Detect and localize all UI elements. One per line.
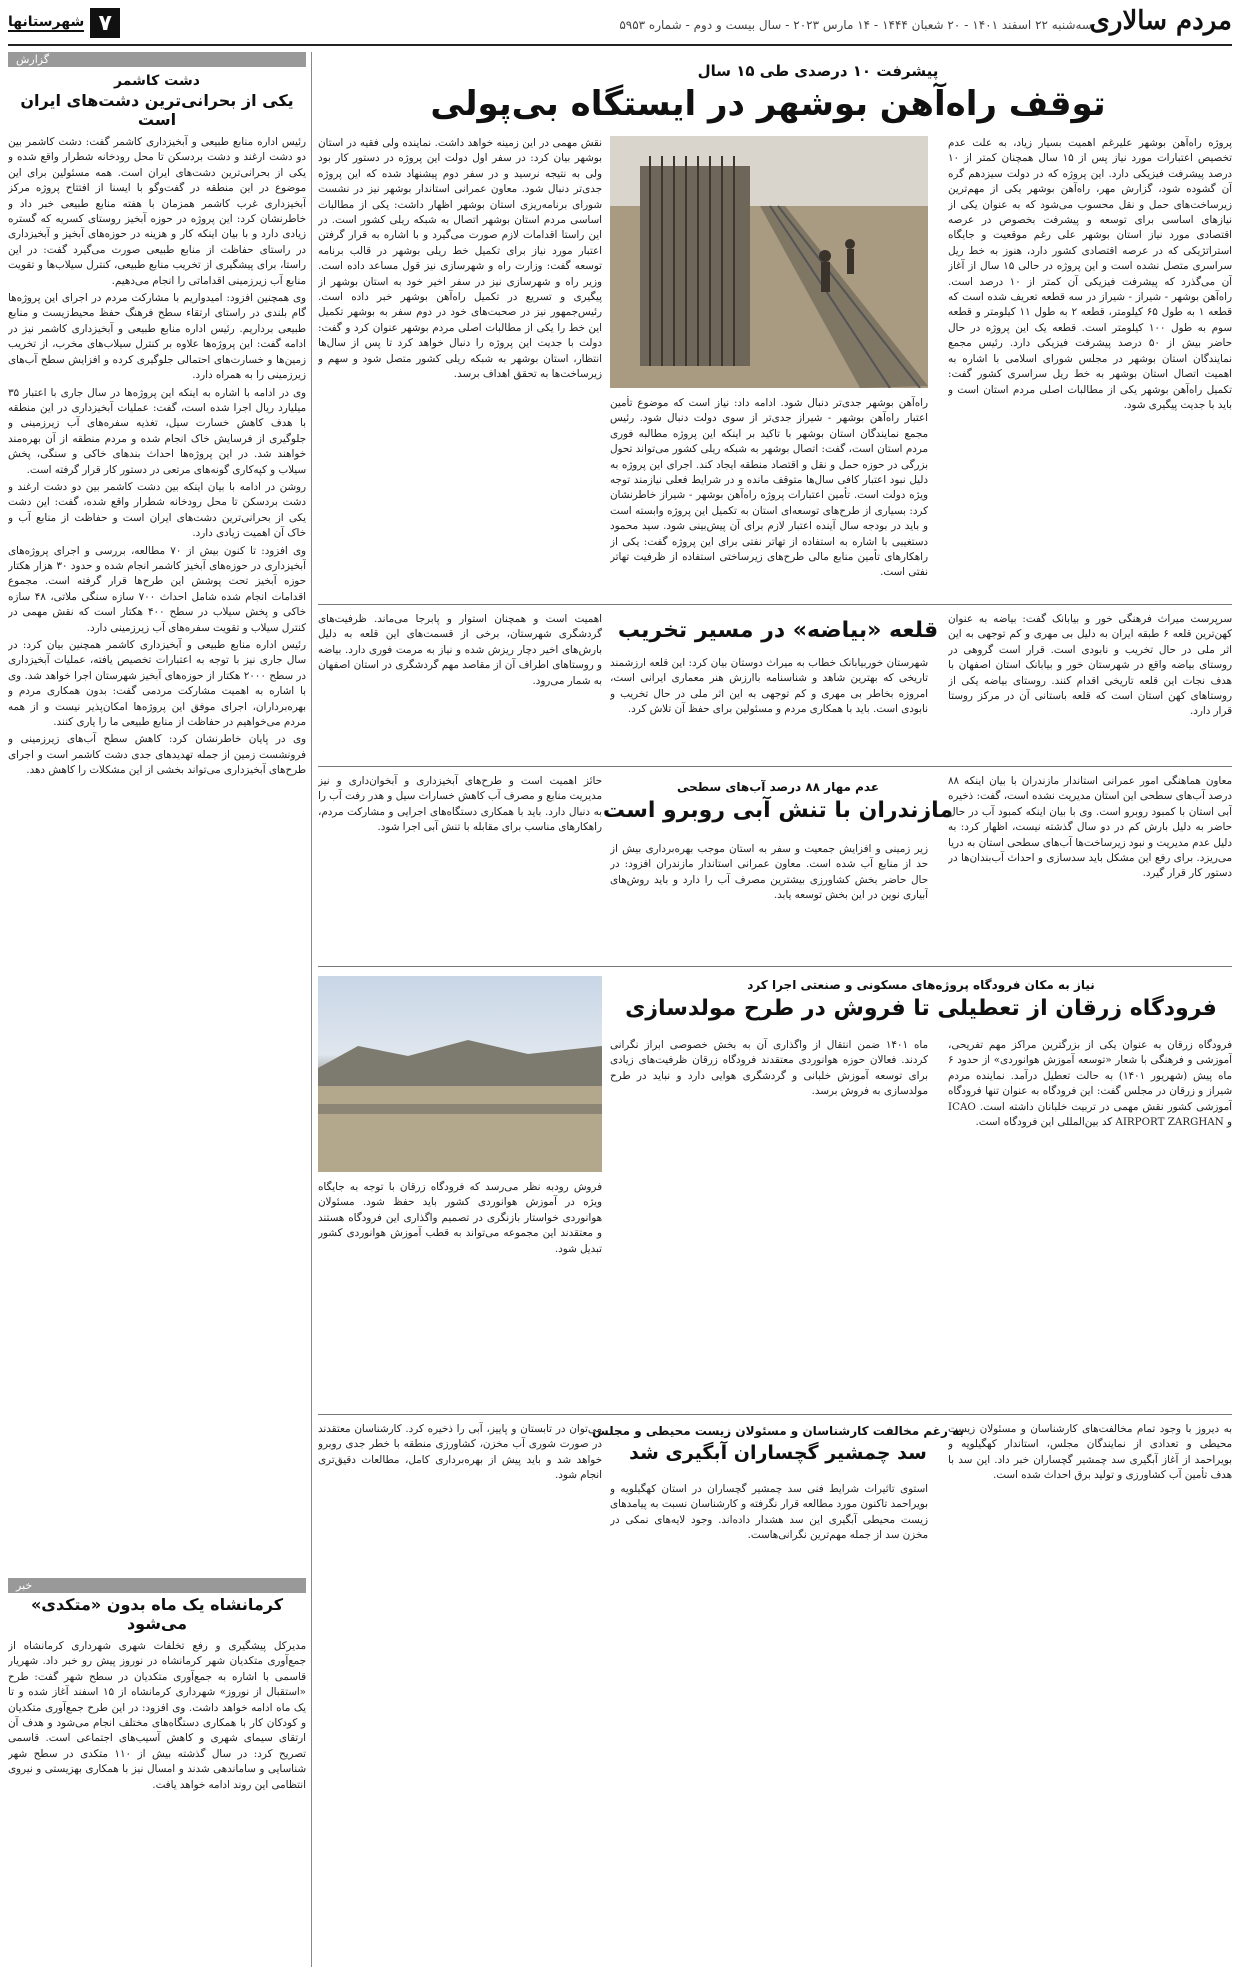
zarghan-story-column-mid: ماه ۱۴۰۱ ضمن انتقال از واگذاری آن به بخش خصوصی ابراز نگرانی کردند. فعالان حوزه هوانوردی معتقدند فرودگاه زرقان ظرفیت‌های زیادی برای توسعه آموزش خلبانی و گردشگری هوایی دارد و نباید در طرح مولدسازی به فروش برسد. xyxy=(610,1039,928,1098)
column-divider xyxy=(311,52,312,1967)
zarghan-story-column-right: فرودگاه زرقان به عنوان یکی از بزرگترین مراکز مهم تفریحی، آموزشی و فرهنگی با شعار «توسعه آموزش هوانوردی» از حدود ۶ ماه پیش (شهریور ۱۴۰۱) به حالت تعطیل درآمد. نماینده مردم شیراز و زرقان در مجلس گفت: این فرودگاه به عنوان تنها فرودگاه آموزشی کشور نقش مهمی در تربیت خلبانان داشته است. ICAO و AIRPORT ZARGHAN کد بین‌المللی این فرودگاه است. xyxy=(948,1039,1232,1129)
section-divider xyxy=(318,766,1232,767)
zarghan-story-column-left: فروش رودبه نظر می‌رسد که فرودگاه زرقان با توجه به جایگاه ویژه در آموزش هوانوردی کشور باید حفظ شود. مسئولان هوانوردی خواستار بازنگری در تصمیم واگذاری این فرودگاه هستند و معتقدند این مجموعه می‌تواند به قطب آموزش هوانوردی کشور تبدیل شود. xyxy=(318,1181,602,1255)
railway-photo xyxy=(610,136,928,388)
water-story-column-right: معاون هماهنگی امور عمرانی استاندار مازندران با بیان اینکه ۸۸ درصد آب‌های سطحی این استان مدیریت نشده است، گفت: ذخیره آبی استان با کمبود روبرو است. وی با بیان اینکه کمبود آب در حال حاضر به دلیل بارش کم در دو سال گذشته نیست، اظهار کرد: به دلیل عدم مدیریت و نبود زیرساخت‌ها آب‌های سطحی استان به دریا می‌ریزد. برای رفع این مشکل باید سدسازی و احداث آب‌بندان‌ها در دستور کار قرار گیرد. xyxy=(948,775,1232,880)
story-label: گزارش xyxy=(8,52,306,67)
newspaper-logo: مردم سالاری xyxy=(1089,6,1232,36)
landscape-illustration xyxy=(318,976,602,1172)
top-story-column-mid: راه‌آهن بوشهر جدی‌تر دنبال شود. ادامه داد: نیاز است که موضوع تأمین اعتبار راه‌آهن بوشهر - شیراز جدی‌تر از سوی دولت دنبال شود. رئیس مجمع نمایندگان استان بوشهر با تاکید بر اینکه این پروژه مطالبه فوری مردم استان است، گفت: اتصال بوشهر به شبکه ریلی کشور می‌تواند تحول بزرگی در حوزه حمل و نقل و اقتصاد منطقه ایجاد کند. اجرای این پروژه به دلیل نبود اعتبار کافی سال‌ها متوقف مانده و در شرایط فعلی نیازمند توجه ویژه دولت است. تأمین اعتبارات پروژه راه‌آهن بوشهر - شیراز خاطرنشان کرد: بسیاری از طرح‌های توسعه‌ای استان به تکمیل این پروژه وابسته است و باید در بودجه سال آینده اعتبار لازم برای آن پیش‌بینی شود. سید محمود دستغیبی با اشاره به استفاده از تهاتر نفتی برای این پروژه گفت: یکی از راهکارهای تأمین منابع مالی طرح‌های زیرساختی استفاده از ظرفیت تهاتر نفتی است. xyxy=(610,397,928,579)
section-divider xyxy=(318,1414,1232,1415)
story-label: خبر xyxy=(8,1578,306,1593)
dam-story-title: سد چمشیر گچساران آبگیری شد xyxy=(629,1442,927,1464)
story-paragraph: وی در ادامه با اشاره به اینکه این پروژه‌ها در سال جاری با اعتبار ۳۵ میلیارد ریال اجرا شده است، گفت: عملیات آبخیزداری در این منطقه با هدف کاهش خسارت سیل، تغذیه سفره‌های آب زیرزمینی و جلوگیری از فرسایش خاک انجام شده و مردم منطقه از آن بهره‌مند خواهند شد. در این پروژه‌ها احداث بندهای خاکی و سنگی، پخش سیلاب و کپه‌کاری گونه‌های مرتعی در دستور کار قرار گرفته است. xyxy=(8,386,306,476)
section-name: شهرستانها xyxy=(8,14,85,30)
water-story-kicker: عدم مهار ۸۸ درصد آب‌های سطحی xyxy=(676,780,880,794)
main-area xyxy=(318,52,1232,1967)
top-story-column-right: پروژه راه‌آهن بوشهر علیرغم اهمیت بسیار زیاد، به علت عدم تخصیص اعتبارات مورد نیاز پس از ۱۵ سال همچنان کمتر از ۱۰ درصد پیشرفت فیزیکی دارد. این پروژه که در دولت سیزدهم گره آن گشوده شود، گزارش مهر، راه‌آهن بوشهر یکی از مهم‌ترین زیرساخت‌های حمل و نقل محسوب می‌شود که به عنوان یکی از نیازهای اساسی برای توسعه و پیشرفت بخصوص در عرصه اقتصادی مورد نیاز استان بوشهر علی رغم موقعیت و جایگاه استراتژیکی که در عرصه اقتصادی کشور دارد، هنوز به خط ریل سراسری متصل نشده است و این پروژه در حالی ۱۵ سال از آغاز آن می‌گذرد که پیشرفت فیزیکی آن کمتر از ۱۰ درصد است. راه‌آهن بوشهر - شیراز - شیراز در سه قطعه تعریف شده است که قطعه ۱ به طول ۶۵ کیلومتر، قطعه ۲ به طول ۱۱ کیلومتر و قطعه سوم به طول ۱۰۰ کیلومتر است. قطعه یک این پروژه در حال حاضر بیش از ۵۰ درصد پیشرفت فیزیکی دارد. رئیس مجمع نمایندگان استان بوشهر در مجلس شورای اسلامی با اشاره به اهمیت اتصال استان بوشهر به خط ریل سراسری کشور گفت: تکمیل راه‌آهن بوشهر یکی از مطالبات اصلی مردم استان است و باید با جدیت پیگیری شود. xyxy=(948,137,1232,411)
story-paragraph: رئیس اداره منابع طبیعی و آبخیزداری کاشمر گفت: دشت کاشمر بین دو دشت ارغند و دشت بردسکن تا محل رودخانه شطرار واقع شده و یکی از بحرانی‌ترین دشت‌های ایران است. همه مسئولین برای این موضوع در این منطقه در گفت‌وگو با ایسنا از افتتاح پروژه مرکز آبخیزداری غرب کاشمر همزمان با هفته منابع طبیعی خبر داد و خاطرنشان کرد: این پروژه در حوزه آبخیز روستای کسریه که گستره زیادی دارد و با بیان اینکه کار و هزینه در حوزه‌های آبخیز و آبخیزداری در راستای حفاظت از منابع طبیعی صورت می‌گیرد گفت: در این راستا، برای پیشگیری از تخریب منابع طبیعی، کنترل سیلاب‌ها و تقویت منابع آب زیرزمینی اقداماتی را انجام می‌دهیم. xyxy=(8,136,306,287)
story-paragraph: مدیرکل پیشگیری و رفع تخلفات شهری شهرداری کرمانشاه از جمع‌آوری متکدیان شهر کرمانشاه در نوروز پیش رو خبر داد. شهریار قاسمی با اشاره به جمع‌آوری متکدیان در سطح شهر گفت: طرح «استقبال از نوروز» شهرداری کرمانشاه از ۱۵ اسفند آغاز شده و تا یک ماه ادامه خواهد داشت. وی افزود: در این طرح جمع‌آوری متکدیان و کودکان کار با همکاری دستگاه‌های مختلف انجام می‌شود و هدف آن ارتقای سیمای شهری و کاهش آسیب‌های اجتماعی است. قاسمی تصریح کرد: در سال گذشته بیش از ۱۱۰ متکدی در سطح شهر شناسایی و ساماندهی شدند و امسال نیز با همکاری بهزیستی و نیروی انتظامی این روند ادامه خواهد یافت. xyxy=(8,1640,306,1791)
masthead xyxy=(8,6,1232,46)
zarghan-story-kicker: نیاز به مکان فرودگاه پروژه‌های مسکونی و صنعتی اجرا کرد xyxy=(747,978,1095,992)
fort-story-column-right: سرپرست میراث فرهنگی خور و بیابانک گفت: بیاضه به عنوان کهن‌ترین قلعه ۶ طبقه ایران به دلیل بی مهری و کم توجهی به این اثر ملی در حال تخریب و نابودی است. قرار است گروهی در روستای بیاضه واقع در شهرستان خور و بیابانک استان اصفهان با هدف نجات این قلعه تاریخی اقدام کنند. روستای بیاضه یکی از روستاهای کهن استان است که قلعه باستانی آن در مرکز روستا قرار دارد. xyxy=(948,613,1232,718)
dam-story-kicker: به رغم مخالفت کارشناسان و مسئولان زیست محیطی و مجلس xyxy=(592,1424,964,1438)
water-story-column-mid: زیر زمینی و افزایش جمعیت و سفر به استان موجب بهره‌برداری بیش از حد از منابع آب شده است. معاون عمرانی استاندار مازندران افزود: در حال حاضر بخش کشاورزی بیشترین مصرف آب را دارد و باید روش‌های آبیاری نوین در این بخش توسعه یابد. xyxy=(610,843,928,902)
fort-story-title: قلعه «بیاضه» در مسیر تخریب xyxy=(617,618,939,643)
dateline: سه‌شنبه ۲۲ اسفند ۱۴۰۱ - ۲۰ شعبان ۱۴۴۴ - ۱۴ مارس ۲۰۲۳ - سال بیست و دوم - شماره ۵۹۵۳ xyxy=(619,18,1092,32)
story-paragraph: روشن در ادامه با بیان اینکه بین دشت کاشمر بین دو دشت ارغند و دشت بردسکن تا محل رودخانه شطرار واقع شده، گفت: این دشت یکی از بحرانی‌ترین دشت‌های ایران است و حفاظت از منابع آب و خاک آن اهمیت زیادی دارد. xyxy=(8,480,306,540)
dam-story-column-left: می‌توان در تابستان و پاییز، آبی را ذخیره کرد. کارشناسان معتقدند در صورت شوری آب مخزن، کشاورزی منطقه با خطر جدی روبرو خواهد شد و باید پیش از بهره‌برداری کامل، مطالعات دقیق‌تری انجام شود. xyxy=(318,1423,602,1482)
story-paragraph: وی در پایان خاطرنشان کرد: کاهش سطح آب‌های زیرزمینی و فرونشست زمین از جمله تهدیدهای جدی دشت کاشمر است و اجرای طرح‌های آبخیزداری می‌تواند بخشی از این مشکلات را کاهش دهد. xyxy=(8,733,306,777)
page-number: ۷ xyxy=(90,8,120,38)
section-divider xyxy=(318,604,1232,605)
section-header xyxy=(8,6,120,40)
dam-story-column-mid: استوی تاثیرات شرایط فنی سد چمشیر گچساران در استان کهگیلویه و بویراحمد تاکنون مورد مطالعه قرار نگرفته و کارشناسان نسبت به پیامدهای زیست محیطی آبگیری این سد هشدار داده‌اند. وجود لایه‌های نمکی در مخزن سد از جمله مهم‌ترین نگرانی‌هاست. xyxy=(610,1483,928,1542)
top-story-title: توقف راه‌آهن بوشهر در ایستگاه بی‌پولی xyxy=(430,84,1106,124)
section-divider xyxy=(318,966,1232,967)
fort-story-column-left: اهمیت است و همچنان استوار و پابرجا می‌ماند. ظرفیت‌های گردشگری شهرستان، برخی از قسمت‌های این قلعه به دلیل بارش‌های اخیر دچار ریزش شده و نیاز به مرمت فوری دارد. بیاضه و روستاهای اطراف آن از مقاصد مهم گردشگری در استان اصفهان به شمار می‌رود. xyxy=(318,613,602,687)
top-story-kicker: پیشرفت ۱۰ درصدی طی ۱۵ سال xyxy=(697,62,939,80)
water-story-title: مازندران با تنش آبی روبرو است xyxy=(602,798,954,823)
story-title: یکی از بحرانی‌ترین دشت‌های ایران است xyxy=(20,91,294,129)
story-kicker: دشت کاشمر xyxy=(114,73,200,89)
zarghan-photo xyxy=(318,976,602,1172)
story-paragraph: رئیس اداره منابع طبیعی و آبخیزداری کاشمر همچنین بیان کرد: در سال جاری نیز با توجه به اعتبارات تخصیص یافته، عملیات آبخیزداری در سطح ۲۰۰۰ هکتار از حوزه‌های آبخیز شهرستان اجرا خواهد شد. وی با اشاره به اهمیت مشارکت مردمی گفت: بدون همکاری مردم و بهره‌برداران، اجرای موفق این پروژه‌ها امکان‌پذیر نیست و از همه مردم می‌خواهیم در حفاظت از منابع طبیعی ما را یاری کنند. xyxy=(8,639,306,729)
kermanshah-story xyxy=(8,1578,306,1958)
water-story-column-left: حائز اهمیت است و طرح‌های آبخیزداری و آبخوان‌داری و نیز مدیریت منابع و مصرف آب کاهش خسارات سیل و هدر رفت آب را به دنبال دارد. باید با همکاری دستگاه‌های اجرایی و مشارکت مردم، راهکارهای مناسب برای مقابله با تنش آبی اجرا شود. xyxy=(318,775,602,834)
story-paragraph: وی افزود: تا کنون بیش از ۷۰ مطالعه، بررسی و اجرای پروژه‌های آبخیزداری در حوزه‌های آبخیز کاشمر انجام شده و حدود ۳۰ هزار هکتار حوزه آبخیز تحت پوشش این طرح‌ها قرار گرفته است. مجموع اقدامات انجام شده شامل احداث ۷۰۰ سازه سنگی ملاتی، ۴۸ سازه خاکی و پخش سیلاب در سطح ۴۰۰ هکتار است که نقش مهمی در کنترل سیلاب و تقویت سفره‌های آب زیرزمینی دارد. xyxy=(8,544,306,634)
story-paragraph: وی همچنین افزود: امیدواریم با مشارکت مردم در اجرای این پروژه‌ها گام بلندی در راستای ارتقاء سطح فرهنگ حفظ محیط‌زیست و منابع طبیعی برداریم. رئیس اداره منابع طبیعی و آبخیزداری کاشمر نیز در ادامه گفت: این پروژه‌ها علاوه بر کنترل سیلاب‌های مخرب، از تخریب زمین‌ها و خسارت‌های احتمالی جلوگیری کرده و افزایش سطح آب‌های زیرزمینی را به همراه دارد. xyxy=(8,292,306,382)
zarghan-story-title: فرودگاه زرقان از تعطیلی تا فروش در طرح مولدسازی xyxy=(625,996,1217,1021)
railway-illustration xyxy=(610,136,928,388)
sidebar xyxy=(8,52,306,1967)
kashmar-story xyxy=(8,52,306,1572)
story-title: کرمانشاه یک ماه بدون «متکدی» می‌شود xyxy=(30,1595,284,1633)
dam-story-column-right: به دیروز با وجود تمام مخالفت‌های کارشناسان و مسئولان زیست محیطی و تعدادی از نمایندگان مجلس، استاندار کهگیلویه و بویراحمد از آغاز آبگیری سد چمشیر گچساران خبر داد. این سد با هدف تأمین آب کشاورزی و تولید برق احداث شده است. xyxy=(948,1423,1232,1482)
fort-story-column-mid: شهرستان خوربیابانک خطاب به میراث دوستان بیان کرد: این قلعه ارزشمند تاریخی که بهترین شاهد و شناسنامه باارزش هنر معماری ایرانی است، امروزه بخاطر بی مهری و کم توجهی به این اثر ملی در حال تخریب و نابودی است. باید با همکاری مردم و مسئولین برای حفظ آن تلاش کرد. xyxy=(610,657,928,716)
top-story-column-left: نقش مهمی در این زمینه خواهد داشت. نماینده ولی فقیه در استان بوشهر بیان کرد: در سفر اول دولت این پروژه در دستور کار بود ولی به نتیجه نرسید و در سفر دوم پیشنهاد شده که این پروژه جدی‌تر دنبال شود. معاون عمرانی استاندار بوشهر نیز در نشست شورای برنامه‌ریزی استان بوشهر اظهار داشت: یکی از مطالبات اساسی مردم استان بوشهر اتصال به شبکه ریلی کشور است. در این راستا اقدامات لازم صورت می‌گیرد و با اشاره به قرار گرفتن اعتبار مورد نیاز برای تکمیل خط ریلی بوشهر در قالب برنامه توسعه گفت: وزارت راه و شهرسازی نیز قول مساعد داده است. وزیر راه و شهرسازی نیز در سفر اخیر خود به استان بوشهر از پیگیری و تسریع در تکمیل راه‌آهن بوشهر خبر داده است. رئیس‌جمهور نیز در صحبت‌های خود در دوم سفر به بوشهر تکمیل این خط را یکی از مطالبات اصلی مردم بوشهر عنوان کرد و گفت: دولت با جدیت این پروژه را دنبال خواهد کرد تا پس از سال‌ها انتظار، استان بوشهر به شبکه ریلی کشور متصل شود و سهم و زیرساخت‌ها به تحقق اهداف برسد. xyxy=(318,137,602,381)
